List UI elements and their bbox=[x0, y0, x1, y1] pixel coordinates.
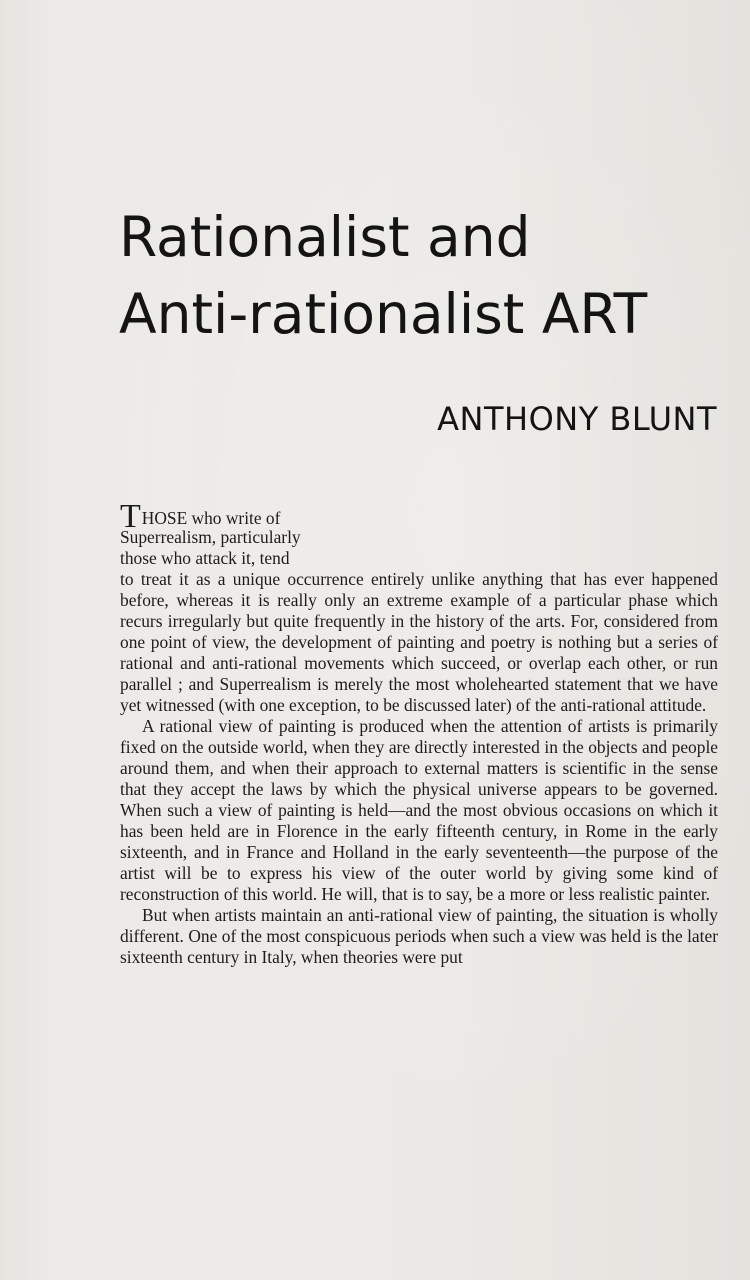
paragraph-3: But when artists maintain an anti-rational view of painting, the situation is wholly different. One of the most conspicuous periods when such a view was held is the later sixteenth century in Italy, when theories were put bbox=[120, 905, 718, 967]
intro-line-1-text: HOSE who write of bbox=[141, 508, 281, 528]
intro-line-1 bbox=[120, 498, 718, 535]
paragraph-1-rest: to treat it as a unique occurrence entirely unlike anything that has ever happened before, whereas it is really only an extreme example of a particular phase which recurs irregularly but quite frequently in the history of the arts. For, considered from one point of view, the development of painting and poetry is nothing but a series of rational and anti-rational movements which succeed, or overlap each other, or run parallel ; and Superrealism is merely the most wholehearted statement that we have yet witnessed (with one exception, to be discussed later) of the anti-rational attitude. bbox=[120, 569, 718, 715]
paragraph-1 bbox=[120, 498, 718, 716]
article-title-line-2: Anti-rationalist ART bbox=[119, 282, 648, 346]
article-body bbox=[120, 498, 718, 968]
article-author: ANTHONY BLUNT bbox=[437, 400, 717, 438]
article-title-line-1: Rationalist and bbox=[119, 205, 531, 269]
intro-line-3: those who attack it, tend bbox=[120, 548, 290, 568]
drop-cap: T bbox=[120, 498, 141, 535]
paragraph-2: A rational view of painting is produced when the attention of artists is primarily fixed on the outside world, when they are directly interested in the objects and people around them, and when their approach to external matters is scientific in the sense that they accept the laws by which the physical universe appears to be governed. When such a view of painting is held—and the most obvious occasions on which it has been held are in Florence in the early fifteenth century, in Rome in the early sixteenth, and in France and Holland in the early seventeenth—the purpose of the artist will be to express his view of the outer world by giving some kind of reconstruction of this world. He will, that is to say, be a more or less realistic painter. bbox=[120, 716, 718, 904]
intro-line-2: Superrealism, particularly bbox=[120, 527, 301, 547]
